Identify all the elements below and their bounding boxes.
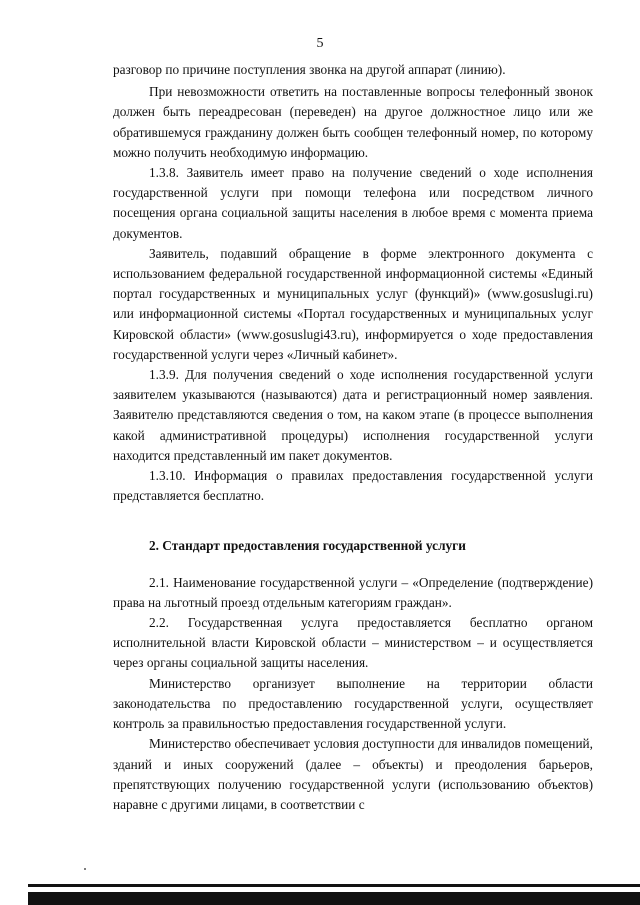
document-body <box>113 60 593 815</box>
footer-rule-thick <box>28 892 640 905</box>
paragraph: 1.3.8. Заявитель имеет право на получение сведений о ходе исполнения государственной услуги при помощи телефона или посредством личного посещения органа социальной защиты населения в любое время с момента приема документов. <box>113 165 593 241</box>
paragraph: 1.3.10. Информация о правилах предоставления государственной услуги представляется бесплатно. <box>113 468 593 504</box>
paragraph: Министерство обеспечивает условия доступности для инвалидов помещений, зданий и иных сооружений (далее – объекты) и преодоления барьеров, препятствующих получению государственной услуги (использованию объектов) наравне с другими лицами, в соответствии с <box>113 736 593 812</box>
paragraph: 2.2. Государственная услуга предоставляется бесплатно органом исполнительной власти Кировской области – министерством – и осуществляется через органы социальной защиты населения. <box>113 615 593 671</box>
paragraph: Министерство организует выполнение на территории области законодательства по предоставлению государственной услуги, осуществляет контроль за правильностью предоставления государственной услуги. <box>113 675 593 732</box>
paragraph: 1.3.9. Для получения сведений о ходе исполнения государственной услуги заявителем указываются (называются) дата и регистрационный номер заявления. Заявителю представляются сведения о том, на каком этапе (в процессе выполнения какой административной процедуры) исполнения государственной услуги находится представленный им пакет документов. <box>113 367 593 463</box>
paragraph: При невозможности ответить на поставленные вопросы телефонный звонок должен быть переадресован (переведен) на другое должностное лицо или же обратившемуся гражданину должен быть сообщен телефонный номер, по которому можно получить необходимую информацию. <box>113 84 593 160</box>
paragraph: Заявитель, подавший обращение в форме электронного документа с использованием федеральной государственной информационной системы «Единый портал государственных и муниципальных услуг (функций)» (www.gosuslugi.ru) или информационной системы «Портал государственных и муниципальных услуг Кировской области» (www.gosuslugi43.ru), информируется о ходе предоставления государственной услуги через «Личный кабинет». <box>113 245 593 362</box>
section-heading: 2. Стандарт предоставления государственной услуги <box>149 538 466 554</box>
paragraph: 2.1. Наименование государственной услуги – «Определение (подтверждение) права на льготный проезд отдельным категориям граждан». <box>113 574 593 610</box>
scan-speck <box>84 868 86 870</box>
paragraph: разговор по причине поступления звонка на другой аппарат (линию). <box>113 62 506 77</box>
page-number: 5 <box>316 36 324 51</box>
footer-rule-thin <box>28 884 640 887</box>
